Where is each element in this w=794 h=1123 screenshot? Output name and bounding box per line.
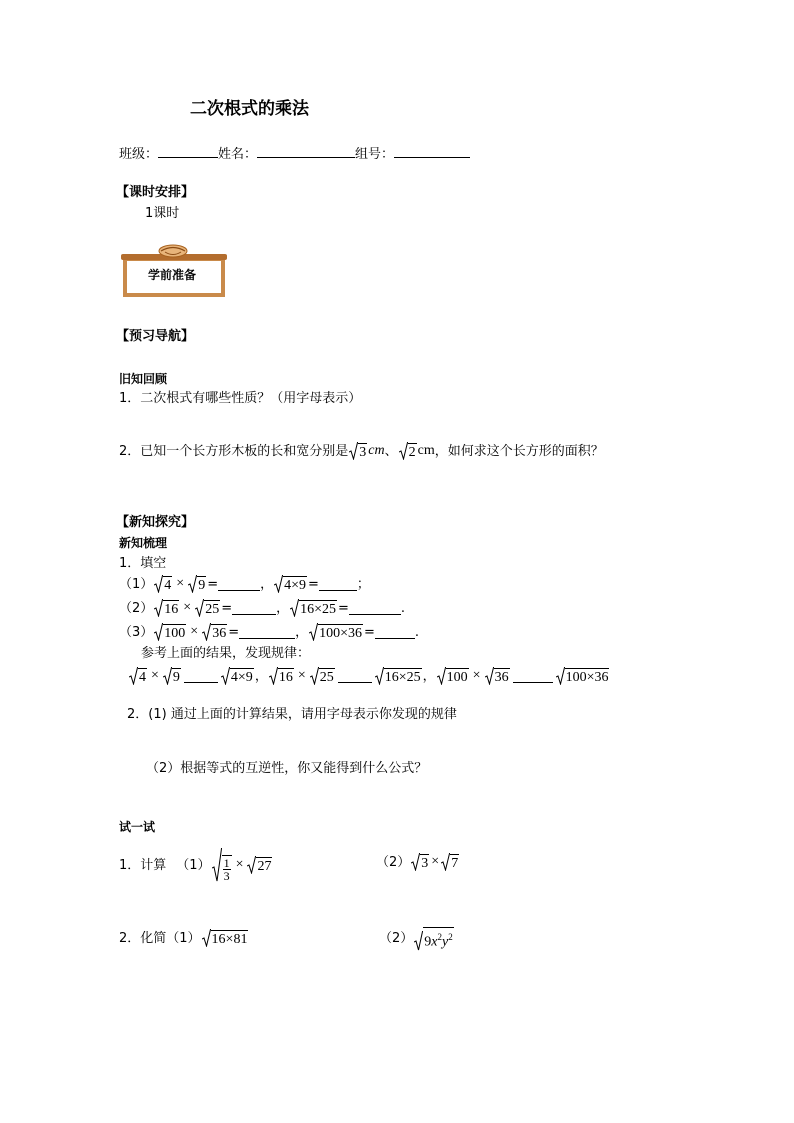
answer-blank[interactable] — [319, 578, 357, 591]
banner-label: 学前准备 — [148, 268, 197, 282]
answer-blank[interactable] — [375, 626, 415, 639]
sqrt-3: 3 — [349, 442, 367, 460]
page-title: 二次根式的乘法 — [190, 99, 309, 119]
explore-question-2-1: 2．(1) 通过上面的计算结果，请用字母表示你发现的规律 — [127, 707, 457, 722]
sqrt-2: 2 — [399, 442, 417, 460]
schedule-value: 1课时 — [145, 206, 180, 221]
calc-row: 1．计算 （1） $\frac{1}{3}$ × 27 — [119, 848, 273, 882]
relation-blank[interactable] — [513, 670, 553, 683]
fill-row-3: （3） 100 × 36 = ， 100×36 = . — [119, 624, 420, 641]
trial-heading: 试一试 — [119, 820, 156, 834]
calc-row-2: （2） 3 × 7 — [376, 854, 459, 871]
fill-blank-title: 1．填空 — [119, 556, 167, 571]
explore-question-2-2: （2）根据等式的互逆性，你又能得到什么公式？ — [146, 761, 428, 776]
review-subheading: 旧知回顾 — [119, 372, 168, 386]
relation-blank[interactable] — [184, 670, 218, 683]
name-blank[interactable] — [257, 145, 355, 158]
relation-blank[interactable] — [338, 670, 372, 683]
pattern-text: 参考上面的结果，发现规律： — [141, 646, 311, 661]
simplify-row: 2．化简（1） 16×81 — [119, 930, 248, 947]
name-label: 姓名： — [218, 147, 258, 162]
scroll-banner — [121, 244, 227, 298]
answer-blank[interactable] — [218, 578, 260, 591]
review-question-2: 2．已知一个长方形木板的长和宽分别是 3 cm 、 2 cm ，如何求这个长方形的面积？ — [119, 443, 604, 460]
sqrt-one-third: $\frac{1}{3}$ — [212, 848, 232, 882]
fill-row-2: （2） 16 × 25 = ， 16×25 = . — [119, 600, 406, 617]
explore-subheading: 新知梳理 — [119, 536, 168, 550]
fill-row-1: （1） 4 × 9 = ， 4×9 = ； — [119, 576, 370, 593]
explore-heading: 【新知探究】 — [116, 515, 195, 530]
student-info-line — [119, 145, 470, 161]
answer-blank[interactable] — [239, 626, 295, 639]
answer-blank[interactable] — [349, 602, 401, 615]
simplify-row-2: （2） $9x^2y^2$ — [379, 927, 455, 951]
schedule-heading: 【课时安排】 — [116, 185, 195, 200]
review-question-1: 1．二次根式有哪些性质？（用字母表示） — [119, 391, 362, 406]
group-label: 组号： — [355, 147, 395, 162]
pattern-row: 4 × 9 4×9 ， 16 × 25 16×25 ， 100 × 36 100×36 — [128, 667, 610, 685]
class-label: 班级： — [119, 147, 159, 162]
group-blank[interactable] — [394, 145, 470, 158]
answer-blank[interactable] — [232, 602, 276, 615]
class-blank[interactable] — [158, 145, 218, 158]
preview-heading: 【预习导航】 — [116, 329, 195, 344]
